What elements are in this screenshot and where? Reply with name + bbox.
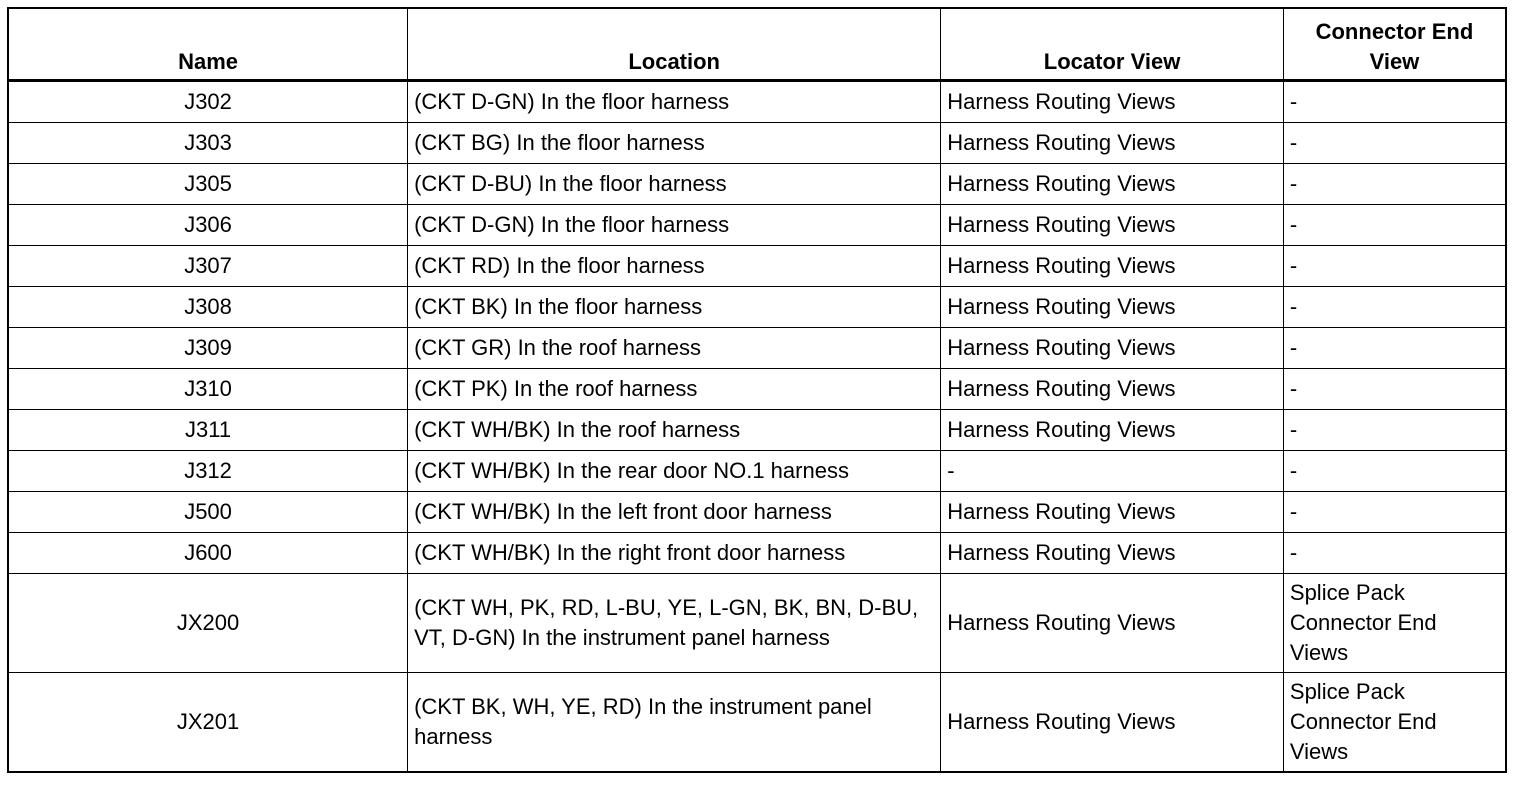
header-connector-end-view: Connector End View bbox=[1283, 8, 1506, 81]
cell-name: J500 bbox=[8, 492, 408, 533]
table-row bbox=[8, 246, 1506, 287]
cell-location: (CKT WH/BK) In the rear door NO.1 harness bbox=[408, 451, 941, 492]
cell-connector-end-view: - bbox=[1283, 205, 1506, 246]
table-header bbox=[8, 8, 1506, 81]
cell-name: J307 bbox=[8, 246, 408, 287]
cell-locator-view[interactable]: Harness Routing Views bbox=[941, 328, 1284, 369]
cell-connector-end-view[interactable]: Splice Pack Connector End Views bbox=[1283, 574, 1506, 673]
table-row bbox=[8, 492, 1506, 533]
table-body bbox=[8, 81, 1506, 773]
cell-locator-view[interactable]: Harness Routing Views bbox=[941, 533, 1284, 574]
cell-name: JX200 bbox=[8, 574, 408, 673]
cell-name: J310 bbox=[8, 369, 408, 410]
cell-locator-view[interactable]: Harness Routing Views bbox=[941, 492, 1284, 533]
cell-name: J309 bbox=[8, 328, 408, 369]
table-row bbox=[8, 123, 1506, 164]
cell-connector-end-view: - bbox=[1283, 123, 1506, 164]
splice-location-table bbox=[7, 7, 1507, 773]
table-row bbox=[8, 81, 1506, 123]
cell-locator-view: - bbox=[941, 451, 1284, 492]
table-row bbox=[8, 205, 1506, 246]
cell-locator-view[interactable]: Harness Routing Views bbox=[941, 673, 1284, 773]
cell-name: J600 bbox=[8, 533, 408, 574]
cell-locator-view[interactable]: Harness Routing Views bbox=[941, 205, 1284, 246]
cell-name: J311 bbox=[8, 410, 408, 451]
cell-connector-end-view: - bbox=[1283, 451, 1506, 492]
cell-name: J306 bbox=[8, 205, 408, 246]
cell-location: (CKT D-GN) In the floor harness bbox=[408, 81, 941, 123]
cell-connector-end-view: - bbox=[1283, 328, 1506, 369]
cell-locator-view[interactable]: Harness Routing Views bbox=[941, 123, 1284, 164]
table-row bbox=[8, 533, 1506, 574]
table-row bbox=[8, 410, 1506, 451]
table-row bbox=[8, 451, 1506, 492]
cell-name: J302 bbox=[8, 81, 408, 123]
cell-connector-end-view: - bbox=[1283, 533, 1506, 574]
cell-locator-view[interactable]: Harness Routing Views bbox=[941, 410, 1284, 451]
cell-connector-end-view[interactable]: Splice Pack Connector End Views bbox=[1283, 673, 1506, 773]
cell-locator-view[interactable]: Harness Routing Views bbox=[941, 246, 1284, 287]
cell-location: (CKT D-BU) In the floor harness bbox=[408, 164, 941, 205]
header-name: Name bbox=[8, 8, 408, 81]
cell-locator-view[interactable]: Harness Routing Views bbox=[941, 287, 1284, 328]
cell-location: (CKT BK, WH, YE, RD) In the instrument panel harness bbox=[408, 673, 941, 773]
cell-location: (CKT WH, PK, RD, L-BU, YE, L-GN, BK, BN, D-BU, VT, D-GN) In the instrument panel harness bbox=[408, 574, 941, 673]
cell-location: (CKT WH/BK) In the right front door harness bbox=[408, 533, 941, 574]
cell-location: (CKT D-GN) In the floor harness bbox=[408, 205, 941, 246]
cell-location: (CKT RD) In the floor harness bbox=[408, 246, 941, 287]
cell-location: (CKT PK) In the roof harness bbox=[408, 369, 941, 410]
table-row bbox=[8, 369, 1506, 410]
cell-location: (CKT GR) In the roof harness bbox=[408, 328, 941, 369]
cell-locator-view[interactable]: Harness Routing Views bbox=[941, 164, 1284, 205]
cell-connector-end-view: - bbox=[1283, 492, 1506, 533]
cell-name: JX201 bbox=[8, 673, 408, 773]
cell-connector-end-view: - bbox=[1283, 246, 1506, 287]
cell-connector-end-view: - bbox=[1283, 81, 1506, 123]
cell-name: J312 bbox=[8, 451, 408, 492]
header-locator-view: Locator View bbox=[941, 8, 1284, 81]
cell-locator-view[interactable]: Harness Routing Views bbox=[941, 369, 1284, 410]
table-row bbox=[8, 287, 1506, 328]
cell-location: (CKT WH/BK) In the roof harness bbox=[408, 410, 941, 451]
cell-locator-view[interactable]: Harness Routing Views bbox=[941, 81, 1284, 123]
cell-connector-end-view: - bbox=[1283, 369, 1506, 410]
cell-location: (CKT BG) In the floor harness bbox=[408, 123, 941, 164]
cell-connector-end-view: - bbox=[1283, 287, 1506, 328]
table-row bbox=[8, 328, 1506, 369]
table-row bbox=[8, 673, 1506, 773]
cell-location: (CKT BK) In the floor harness bbox=[408, 287, 941, 328]
cell-name: J308 bbox=[8, 287, 408, 328]
cell-connector-end-view: - bbox=[1283, 410, 1506, 451]
table-row bbox=[8, 164, 1506, 205]
cell-location: (CKT WH/BK) In the left front door harness bbox=[408, 492, 941, 533]
cell-locator-view[interactable]: Harness Routing Views bbox=[941, 574, 1284, 673]
header-location: Location bbox=[408, 8, 941, 81]
cell-connector-end-view: - bbox=[1283, 164, 1506, 205]
header-row bbox=[8, 8, 1506, 81]
table-row bbox=[8, 574, 1506, 673]
cell-name: J305 bbox=[8, 164, 408, 205]
cell-name: J303 bbox=[8, 123, 408, 164]
